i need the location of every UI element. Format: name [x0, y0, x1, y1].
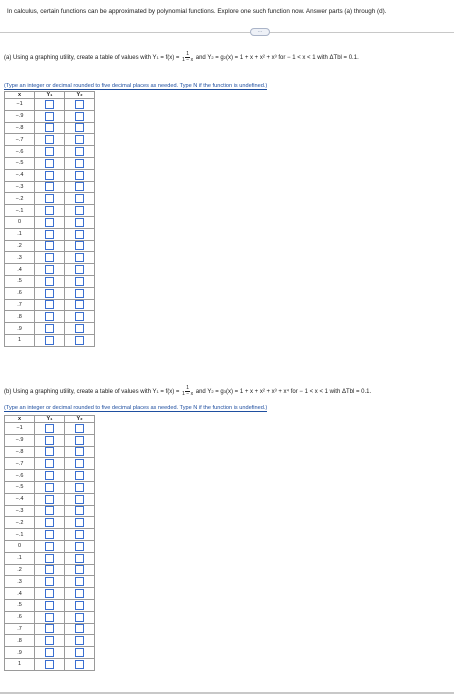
part-a-y1-answer-input[interactable]	[45, 241, 54, 250]
part-a-x-value: .4	[5, 264, 35, 276]
part-b-y2-cell	[65, 647, 95, 659]
part-a-q-sub3: 2	[223, 55, 226, 60]
part-b-hint-text: (Type an integer or decimal rounded to five decimal places as needed. Type N if the function is undefined.)	[4, 405, 268, 411]
part-a-y1-answer-input[interactable]	[45, 218, 54, 227]
section-divider	[0, 32, 454, 33]
part-b-y2-answer-input[interactable]	[75, 530, 84, 539]
part-b-table-row	[5, 564, 95, 576]
part-a-question	[4, 52, 359, 63]
part-a-q-pre: (a) Using a graphing utility, create a table of values with Y	[4, 54, 157, 61]
part-a-frac-num: 1	[186, 51, 189, 57]
part-b-y2-answer-input[interactable]	[75, 636, 84, 645]
part-b-q-pre: (b) Using a graphing utility, create a table of values with Y	[4, 388, 157, 395]
part-b-y1-answer-input[interactable]	[45, 613, 54, 622]
part-a-x-value: 0	[5, 216, 35, 228]
part-b-y1-cell	[35, 658, 65, 670]
part-a-table-row	[5, 264, 95, 276]
part-b-y1-answer-input[interactable]	[45, 471, 54, 480]
part-a-y1-cell	[35, 311, 65, 323]
part-a-y1-cell	[35, 216, 65, 228]
part-b-y1-cell	[35, 540, 65, 552]
part-a-header-y1: Y₁	[35, 92, 65, 99]
part-a-table-row	[5, 323, 95, 335]
part-a-table-row	[5, 334, 95, 346]
part-a-y2-answer-input[interactable]	[75, 206, 84, 215]
part-b-y2-answer-input[interactable]	[75, 447, 84, 456]
part-b-y2-cell	[65, 623, 95, 635]
part-a-y2-answer-input[interactable]	[75, 289, 84, 298]
part-b-y1-answer-input[interactable]	[45, 565, 54, 574]
part-b-y2-answer-input[interactable]	[75, 660, 84, 669]
part-a-y2-answer-input[interactable]	[75, 123, 84, 132]
part-b-table-row	[5, 623, 95, 635]
part-a-y2-answer-input[interactable]	[75, 194, 84, 203]
part-b-y1-cell	[35, 529, 65, 541]
part-a-fraction	[182, 52, 193, 63]
part-a-x-value: −.2	[5, 193, 35, 205]
part-b-y1-cell	[35, 576, 65, 588]
part-b-y2-answer-input[interactable]	[75, 542, 84, 551]
part-a-table-row	[5, 311, 95, 323]
part-b-y2-cell	[65, 540, 95, 552]
part-a-x-value: −.7	[5, 134, 35, 146]
part-b-table-row	[5, 647, 95, 659]
part-a-y2-cell	[65, 99, 95, 111]
part-b-y1-answer-input[interactable]	[45, 577, 54, 586]
part-b-table-row	[5, 576, 95, 588]
part-b-table-row	[5, 599, 95, 611]
part-b-y1-answer-input[interactable]	[45, 459, 54, 468]
part-b-x-value: −.3	[5, 505, 35, 517]
part-a-y1-cell	[35, 146, 65, 158]
part-a-y1-answer-input[interactable]	[45, 147, 54, 156]
part-a-y1-cell	[35, 193, 65, 205]
part-b-y1-cell	[35, 611, 65, 623]
part-b-x-value: .2	[5, 564, 35, 576]
part-a-y1-answer-input[interactable]	[45, 253, 54, 262]
part-a-x-value: −.6	[5, 146, 35, 158]
part-a-y1-answer-input[interactable]	[45, 230, 54, 239]
part-b-y2-cell	[65, 458, 95, 470]
part-b-x-value: −.8	[5, 446, 35, 458]
part-b-table-row	[5, 529, 95, 541]
part-b-q-sub1: 1	[156, 389, 159, 394]
part-a-frac-den: 1 − x	[182, 57, 194, 63]
part-b-y2-answer-input[interactable]	[75, 518, 84, 527]
part-a-table-row	[5, 216, 95, 228]
part-b-table-row	[5, 423, 95, 435]
part-a-table-row	[5, 252, 95, 264]
part-a-y2-answer-input[interactable]	[75, 171, 84, 180]
part-a-q-mid2: and Y	[194, 54, 212, 61]
part-a-y2-answer-input[interactable]	[75, 230, 84, 239]
part-a-y1-answer-input[interactable]	[45, 206, 54, 215]
part-a-x-value: −.9	[5, 110, 35, 122]
part-b-y2-answer-input[interactable]	[75, 648, 84, 657]
part-a-y2-cell	[65, 193, 95, 205]
part-b-x-value: .7	[5, 623, 35, 635]
part-a-table-row	[5, 205, 95, 217]
part-a-y2-cell	[65, 264, 95, 276]
part-b-x-value: .5	[5, 599, 35, 611]
part-b-y1-answer-input[interactable]	[45, 506, 54, 515]
part-b-x-value: −.6	[5, 470, 35, 482]
part-a-y1-answer-input[interactable]	[45, 182, 54, 191]
part-b-y1-answer-input[interactable]	[45, 589, 54, 598]
part-a-y2-cell	[65, 334, 95, 346]
part-a-x-value: −.8	[5, 122, 35, 134]
part-a-y2-cell	[65, 287, 95, 299]
part-b-y2-cell	[65, 529, 95, 541]
part-b-table-row	[5, 481, 95, 493]
part-a-header-y2: Y₂	[65, 92, 95, 99]
part-a-x-value: .7	[5, 299, 35, 311]
part-a-y1-answer-input[interactable]	[45, 159, 54, 168]
part-b-table-row	[5, 446, 95, 458]
part-b-y1-cell	[35, 635, 65, 647]
part-a-table-row	[5, 299, 95, 311]
part-a-table-row	[5, 146, 95, 158]
part-a-x-value: 1	[5, 334, 35, 346]
part-b-x-value: 1	[5, 658, 35, 670]
part-b-y2-cell	[65, 635, 95, 647]
part-a-table-row	[5, 181, 95, 193]
part-a-y2-answer-input[interactable]	[75, 182, 84, 191]
part-a-y1-cell	[35, 264, 65, 276]
part-a-x-value: .8	[5, 311, 35, 323]
part-b-table-row	[5, 658, 95, 670]
part-b-table-row	[5, 505, 95, 517]
part-b-table-row	[5, 552, 95, 564]
part-a-hint-text: (Type an integer or decimal rounded to five decimal places as needed. Type N if the function is undefined.)	[4, 83, 268, 89]
part-a-y1-answer-input[interactable]	[45, 300, 54, 309]
part-a-table-row	[5, 275, 95, 287]
part-a-y2-cell	[65, 169, 95, 181]
part-b-x-value: −.4	[5, 493, 35, 505]
part-b-y2-answer-input[interactable]	[75, 601, 84, 610]
part-a-y2-answer-input[interactable]	[75, 112, 84, 121]
part-a-y2-cell	[65, 205, 95, 217]
part-a-table-row	[5, 169, 95, 181]
part-b-y2-answer-input[interactable]	[75, 436, 84, 445]
part-b-y1-cell	[35, 599, 65, 611]
part-b-q-mid1: = f(x) =	[158, 388, 182, 395]
part-a-y2-answer-input[interactable]	[75, 218, 84, 227]
part-a-y2-answer-input[interactable]	[75, 312, 84, 321]
part-b-y2-answer-input[interactable]	[75, 459, 84, 468]
part-a-y2-answer-input[interactable]	[75, 147, 84, 156]
part-b-header-x: x	[5, 416, 35, 423]
part-a-y1-answer-input[interactable]	[45, 100, 54, 109]
part-a-hint	[4, 83, 267, 89]
part-b-table-header	[5, 416, 95, 423]
intro-text: In calculus, certain functions can be approximated by polynomial functions. Explore one such function now. Answer parts (a) through (d).	[7, 8, 387, 15]
part-b-y1-cell	[35, 517, 65, 529]
bottom-scroll-bar	[0, 692, 454, 694]
part-a-y1-cell	[35, 275, 65, 287]
part-b-y2-cell	[65, 470, 95, 482]
part-b-question	[4, 386, 371, 397]
part-a-table-row	[5, 157, 95, 169]
part-b-x-value: .3	[5, 576, 35, 588]
part-a-y1-cell	[35, 99, 65, 111]
part-b-y1-cell	[35, 446, 65, 458]
part-b-x-value: −.1	[5, 529, 35, 541]
part-b-y1-cell	[35, 493, 65, 505]
part-b-x-value: −.7	[5, 458, 35, 470]
part-a-y2-cell	[65, 216, 95, 228]
part-b-y2-answer-input[interactable]	[75, 554, 84, 563]
part-b-table-row	[5, 434, 95, 446]
part-b-q-post: (x) = 1 + x + x² + x³ + x⁴ for − 1 < x < 1 with ΔTbl = 0.1.	[226, 388, 372, 395]
part-b-x-value: −.5	[5, 481, 35, 493]
part-a-y1-answer-input[interactable]	[45, 194, 54, 203]
part-b-table-row	[5, 458, 95, 470]
part-b-y2-answer-input[interactable]	[75, 565, 84, 574]
part-a-y1-cell	[35, 323, 65, 335]
part-a-y2-cell	[65, 146, 95, 158]
part-a-y1-cell	[35, 228, 65, 240]
part-a-y1-answer-input[interactable]	[45, 112, 54, 121]
part-a-y2-cell	[65, 134, 95, 146]
part-a-y1-cell	[35, 110, 65, 122]
part-a-y1-answer-input[interactable]	[45, 336, 54, 345]
part-b-y1-answer-input[interactable]	[45, 624, 54, 633]
part-b-y1-answer-input[interactable]	[45, 660, 54, 669]
part-b-y2-cell	[65, 552, 95, 564]
part-b-y1-cell	[35, 623, 65, 635]
part-b-x-value: .9	[5, 647, 35, 659]
part-b-y2-cell	[65, 564, 95, 576]
part-b-y1-answer-input[interactable]	[45, 495, 54, 504]
part-a-x-value: −1	[5, 99, 35, 111]
part-a-y2-answer-input[interactable]	[75, 100, 84, 109]
part-a-y2-cell	[65, 252, 95, 264]
part-b-table	[4, 415, 95, 671]
part-b-x-value: .1	[5, 552, 35, 564]
part-a-y2-cell	[65, 240, 95, 252]
part-b-y1-cell	[35, 423, 65, 435]
part-a-y1-cell	[35, 334, 65, 346]
part-b-fraction	[182, 386, 193, 397]
part-b-x-value: 0	[5, 540, 35, 552]
part-b-y2-cell	[65, 434, 95, 446]
part-a-y2-answer-input[interactable]	[75, 265, 84, 274]
part-b-y2-answer-input[interactable]	[75, 471, 84, 480]
part-a-x-value: .9	[5, 323, 35, 335]
part-b-y2-cell	[65, 481, 95, 493]
part-b-y1-cell	[35, 458, 65, 470]
part-a-y2-cell	[65, 311, 95, 323]
part-b-y2-cell	[65, 446, 95, 458]
part-b-x-value: −.2	[5, 517, 35, 529]
part-a-q-mid3: = g	[213, 54, 224, 61]
part-b-y1-answer-input[interactable]	[45, 518, 54, 527]
part-a-y1-answer-input[interactable]	[45, 312, 54, 321]
part-a-x-value: −.3	[5, 181, 35, 193]
part-b-y1-cell	[35, 434, 65, 446]
part-a-y1-cell	[35, 299, 65, 311]
part-a-y2-cell	[65, 228, 95, 240]
part-a-y2-answer-input[interactable]	[75, 135, 84, 144]
part-b-table-row	[5, 540, 95, 552]
part-b-y1-answer-input[interactable]	[45, 447, 54, 456]
part-a-y2-cell	[65, 299, 95, 311]
part-a-y1-cell	[35, 122, 65, 134]
part-a-y1-answer-input[interactable]	[45, 277, 54, 286]
part-a-y2-answer-input[interactable]	[75, 253, 84, 262]
part-b-y2-answer-input[interactable]	[75, 424, 84, 433]
part-a-table-row	[5, 122, 95, 134]
part-b-x-value: .4	[5, 588, 35, 600]
part-b-x-value: −.9	[5, 434, 35, 446]
part-b-y1-cell	[35, 564, 65, 576]
part-b-y2-answer-input[interactable]	[75, 613, 84, 622]
part-b-y1-cell	[35, 481, 65, 493]
part-a-x-value: −.4	[5, 169, 35, 181]
part-a-y1-cell	[35, 157, 65, 169]
part-b-y2-cell	[65, 505, 95, 517]
part-a-y1-cell	[35, 134, 65, 146]
part-a-x-value: .1	[5, 228, 35, 240]
part-b-y1-answer-input[interactable]	[45, 601, 54, 610]
part-b-x-value: .6	[5, 611, 35, 623]
part-a-header-x: x	[5, 92, 35, 99]
part-b-table-row	[5, 517, 95, 529]
part-a-y2-answer-input[interactable]	[75, 277, 84, 286]
part-b-y1-answer-input[interactable]	[45, 530, 54, 539]
part-b-y2-answer-input[interactable]	[75, 589, 84, 598]
part-b-q-mid2: and Y	[194, 388, 212, 395]
part-a-y2-cell	[65, 181, 95, 193]
part-b-y1-cell	[35, 470, 65, 482]
part-a-y2-cell	[65, 275, 95, 287]
part-b-y1-answer-input[interactable]	[45, 483, 54, 492]
part-b-table-row	[5, 588, 95, 600]
part-b-q-sub2: 2	[211, 389, 214, 394]
part-a-x-value: −.1	[5, 205, 35, 217]
part-a-q-sub2: 2	[211, 55, 214, 60]
part-a-x-value: .5	[5, 275, 35, 287]
part-a-table-row	[5, 99, 95, 111]
part-a-table-row	[5, 228, 95, 240]
part-a-y1-cell	[35, 205, 65, 217]
part-b-frac-num: 1	[186, 385, 189, 391]
part-b-hint	[4, 405, 267, 411]
part-a-table-row	[5, 240, 95, 252]
more-button[interactable]: ···	[250, 28, 270, 36]
part-a-y1-cell	[35, 287, 65, 299]
part-a-y1-answer-input[interactable]	[45, 289, 54, 298]
part-a-x-value: .6	[5, 287, 35, 299]
part-a-y2-cell	[65, 122, 95, 134]
part-b-q-sub3: 3	[223, 389, 226, 394]
part-a-y1-answer-input[interactable]	[45, 324, 54, 333]
part-b-y2-answer-input[interactable]	[75, 577, 84, 586]
part-b-y1-answer-input[interactable]	[45, 424, 54, 433]
part-b-y1-answer-input[interactable]	[45, 542, 54, 551]
part-b-y2-cell	[65, 423, 95, 435]
part-a-x-value: .2	[5, 240, 35, 252]
part-a-y2-answer-input[interactable]	[75, 336, 84, 345]
part-b-y1-cell	[35, 647, 65, 659]
part-b-y1-answer-input[interactable]	[45, 554, 54, 563]
part-b-y2-cell	[65, 599, 95, 611]
part-b-y1-cell	[35, 552, 65, 564]
part-b-y2-answer-input[interactable]	[75, 506, 84, 515]
part-a-q-sub1: 1	[156, 55, 159, 60]
part-a-table-row	[5, 134, 95, 146]
part-a-y1-answer-input[interactable]	[45, 135, 54, 144]
part-b-frac-den: 1 − x	[182, 391, 194, 397]
part-b-y2-answer-input[interactable]	[75, 624, 84, 633]
part-a-table	[4, 91, 95, 347]
part-a-y2-cell	[65, 110, 95, 122]
part-a-y2-answer-input[interactable]	[75, 159, 84, 168]
part-b-table-row	[5, 470, 95, 482]
part-b-y1-answer-input[interactable]	[45, 636, 54, 645]
part-a-y1-answer-input[interactable]	[45, 123, 54, 132]
part-a-q-mid1: = f(x) =	[158, 54, 182, 61]
part-a-y2-answer-input[interactable]	[75, 300, 84, 309]
part-a-q-post: (x) = 1 + x + x² + x³ for − 1 < x < 1 with ΔTbl = 0.1.	[226, 54, 359, 61]
part-b-x-value: −1	[5, 423, 35, 435]
part-a-y2-cell	[65, 157, 95, 169]
part-b-y2-cell	[65, 517, 95, 529]
part-b-y2-cell	[65, 588, 95, 600]
part-b-y1-answer-input[interactable]	[45, 436, 54, 445]
part-b-y2-cell	[65, 611, 95, 623]
part-a-y1-cell	[35, 252, 65, 264]
part-b-table-row	[5, 611, 95, 623]
part-a-y1-answer-input[interactable]	[45, 265, 54, 274]
part-b-header-y2: Y₂	[65, 416, 95, 423]
part-a-x-value: −.5	[5, 157, 35, 169]
part-b-header-y1: Y₁	[35, 416, 65, 423]
part-b-y2-cell	[65, 576, 95, 588]
part-b-y2-answer-input[interactable]	[75, 495, 84, 504]
part-b-q-mid3: = g	[213, 388, 224, 395]
part-a-table-row	[5, 110, 95, 122]
part-b-y1-answer-input[interactable]	[45, 648, 54, 657]
part-b-x-value: .8	[5, 635, 35, 647]
part-a-y2-answer-input[interactable]	[75, 324, 84, 333]
part-b-y1-cell	[35, 588, 65, 600]
part-a-y2-answer-input[interactable]	[75, 241, 84, 250]
part-b-y2-answer-input[interactable]	[75, 483, 84, 492]
part-a-x-value: .3	[5, 252, 35, 264]
part-a-table-row	[5, 287, 95, 299]
part-b-table-row	[5, 493, 95, 505]
part-a-y1-cell	[35, 181, 65, 193]
part-b-y2-cell	[65, 493, 95, 505]
part-b-y2-cell	[65, 658, 95, 670]
part-b-table-row	[5, 635, 95, 647]
part-a-y1-cell	[35, 240, 65, 252]
part-a-y2-cell	[65, 323, 95, 335]
part-a-y1-cell	[35, 169, 65, 181]
part-a-table-header	[5, 92, 95, 99]
part-b-y1-cell	[35, 505, 65, 517]
part-a-table-row	[5, 193, 95, 205]
part-a-y1-answer-input[interactable]	[45, 171, 54, 180]
